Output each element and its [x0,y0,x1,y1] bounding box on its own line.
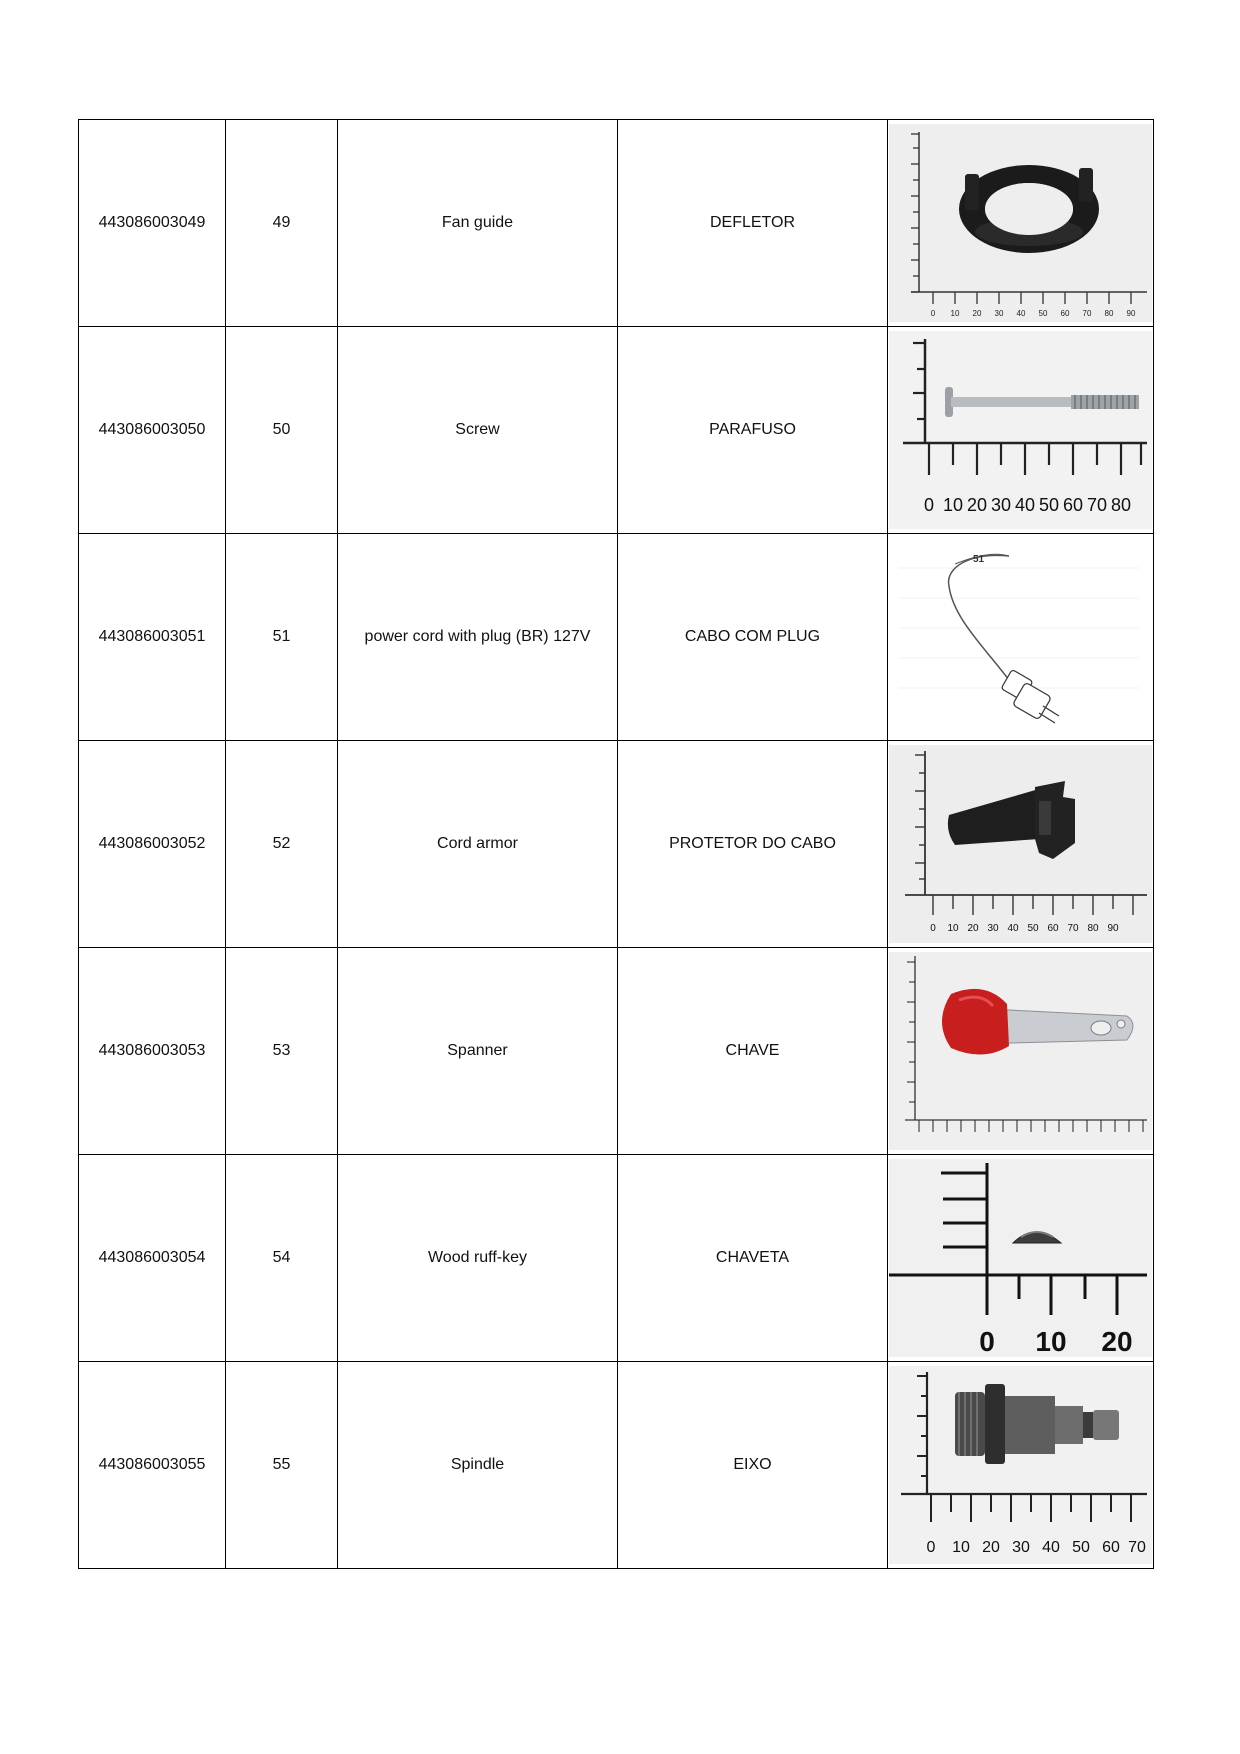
scale-x-label: 50 [1038,495,1060,515]
scale-x-label: 30 [994,309,1004,318]
scale-x-label: 60 [1047,923,1059,934]
description-en: Fan guide [338,120,618,327]
description-en: Cord armor [338,741,618,948]
table-row [79,120,1154,327]
scale-x-label: 40 [1042,1539,1060,1556]
part-image-cell [888,1155,1154,1362]
scale-x-label: 40 [1014,495,1036,515]
scale-x-label: 20 [967,923,979,934]
scale-x-label: 10 [942,495,964,515]
position-number: 49 [226,120,338,327]
part-code: 443086003055 [79,1362,226,1569]
table-row [79,1362,1154,1569]
part-code: 443086003051 [79,534,226,741]
part-image-cell [888,741,1154,948]
callout-label: 51 [973,554,985,565]
part-image-cell [888,1362,1154,1569]
table-row [79,327,1154,534]
scale-x-label: 10 [952,1539,970,1556]
spindle-photo [889,1366,1152,1564]
part-code: 443086003049 [79,120,226,327]
scale-x-label: 80 [1110,495,1132,515]
description-en: Screw [338,327,618,534]
scale-x-label: 0 [979,1326,995,1357]
woodruff-key-photo [889,1159,1152,1357]
scale-x-label: 50 [1027,923,1039,934]
scale-x-label: 70 [1082,309,1092,318]
description-pt: EIXO [618,1362,888,1569]
part-image-cell [888,534,1154,741]
scale-x-label: 60 [1062,495,1084,515]
scale-x-label: 70 [1067,923,1079,934]
scale-x-label: 90 [1126,309,1136,318]
description-en: Wood ruff-key [338,1155,618,1362]
description-pt: DEFLETOR [618,120,888,327]
scale-x-label: 40 [1007,923,1019,934]
scale-x-label: 0 [930,923,936,934]
scale-x-label: 10 [950,309,960,318]
scale-x-label: 90 [1107,923,1119,934]
position-number: 54 [226,1155,338,1362]
scale-x-label: 30 [987,923,999,934]
position-number: 50 [226,327,338,534]
scale-x-label: 10 [947,923,959,934]
power-cord-drawing [889,538,1152,736]
description-en: Spindle [338,1362,618,1569]
scale-x-label: 40 [1016,309,1026,318]
part-image-cell [888,948,1154,1155]
scale-x-label: 30 [990,495,1012,515]
part-code: 443086003054 [79,1155,226,1362]
scale-x-label: 50 [1072,1539,1090,1556]
description-en: power cord with plug (BR) 127V [338,534,618,741]
scale-x-label: 60 [1060,309,1070,318]
scale-x-label: 60 [1102,1539,1120,1556]
fan-guide-photo [889,124,1152,322]
scale-x-label: 80 [1087,923,1099,934]
part-code: 443086003053 [79,948,226,1155]
spanner-photo [889,952,1152,1150]
cord-armor-photo [889,745,1152,943]
position-number: 51 [226,534,338,741]
part-code: 443086003050 [79,327,226,534]
description-pt: CHAVE [618,948,888,1155]
scale-x-label: 0 [923,495,935,515]
scale-x-label: 50 [1038,309,1048,318]
description-en: Spanner [338,948,618,1155]
table-row [79,534,1154,741]
description-pt: PARAFUSO [618,327,888,534]
scale-x-label: 70 [1128,1539,1146,1556]
scale-x-label: 20 [1101,1326,1133,1357]
description-pt: CHAVETA [618,1155,888,1362]
part-image-cell [888,327,1154,534]
description-pt: CABO COM PLUG [618,534,888,741]
scale-x-label: 30 [1012,1539,1030,1556]
part-code: 443086003052 [79,741,226,948]
table-row [79,741,1154,948]
scale-x-label: 20 [972,309,982,318]
description-pt: PROTETOR DO CABO [618,741,888,948]
screw-photo [889,331,1152,529]
scale-x-label: 80 [1104,309,1114,318]
table-row [79,1155,1154,1362]
position-number: 55 [226,1362,338,1569]
scale-x-label: 20 [982,1539,1000,1556]
position-number: 53 [226,948,338,1155]
position-number: 52 [226,741,338,948]
table-row [79,948,1154,1155]
part-image-cell [888,120,1154,327]
parts-table [78,119,1154,1569]
scale-x-label: 10 [1035,1326,1067,1357]
scale-x-label: 70 [1086,495,1108,515]
scale-x-label: 0 [926,1539,936,1556]
scale-x-label: 20 [966,495,988,515]
scale-x-label: 0 [930,309,936,318]
